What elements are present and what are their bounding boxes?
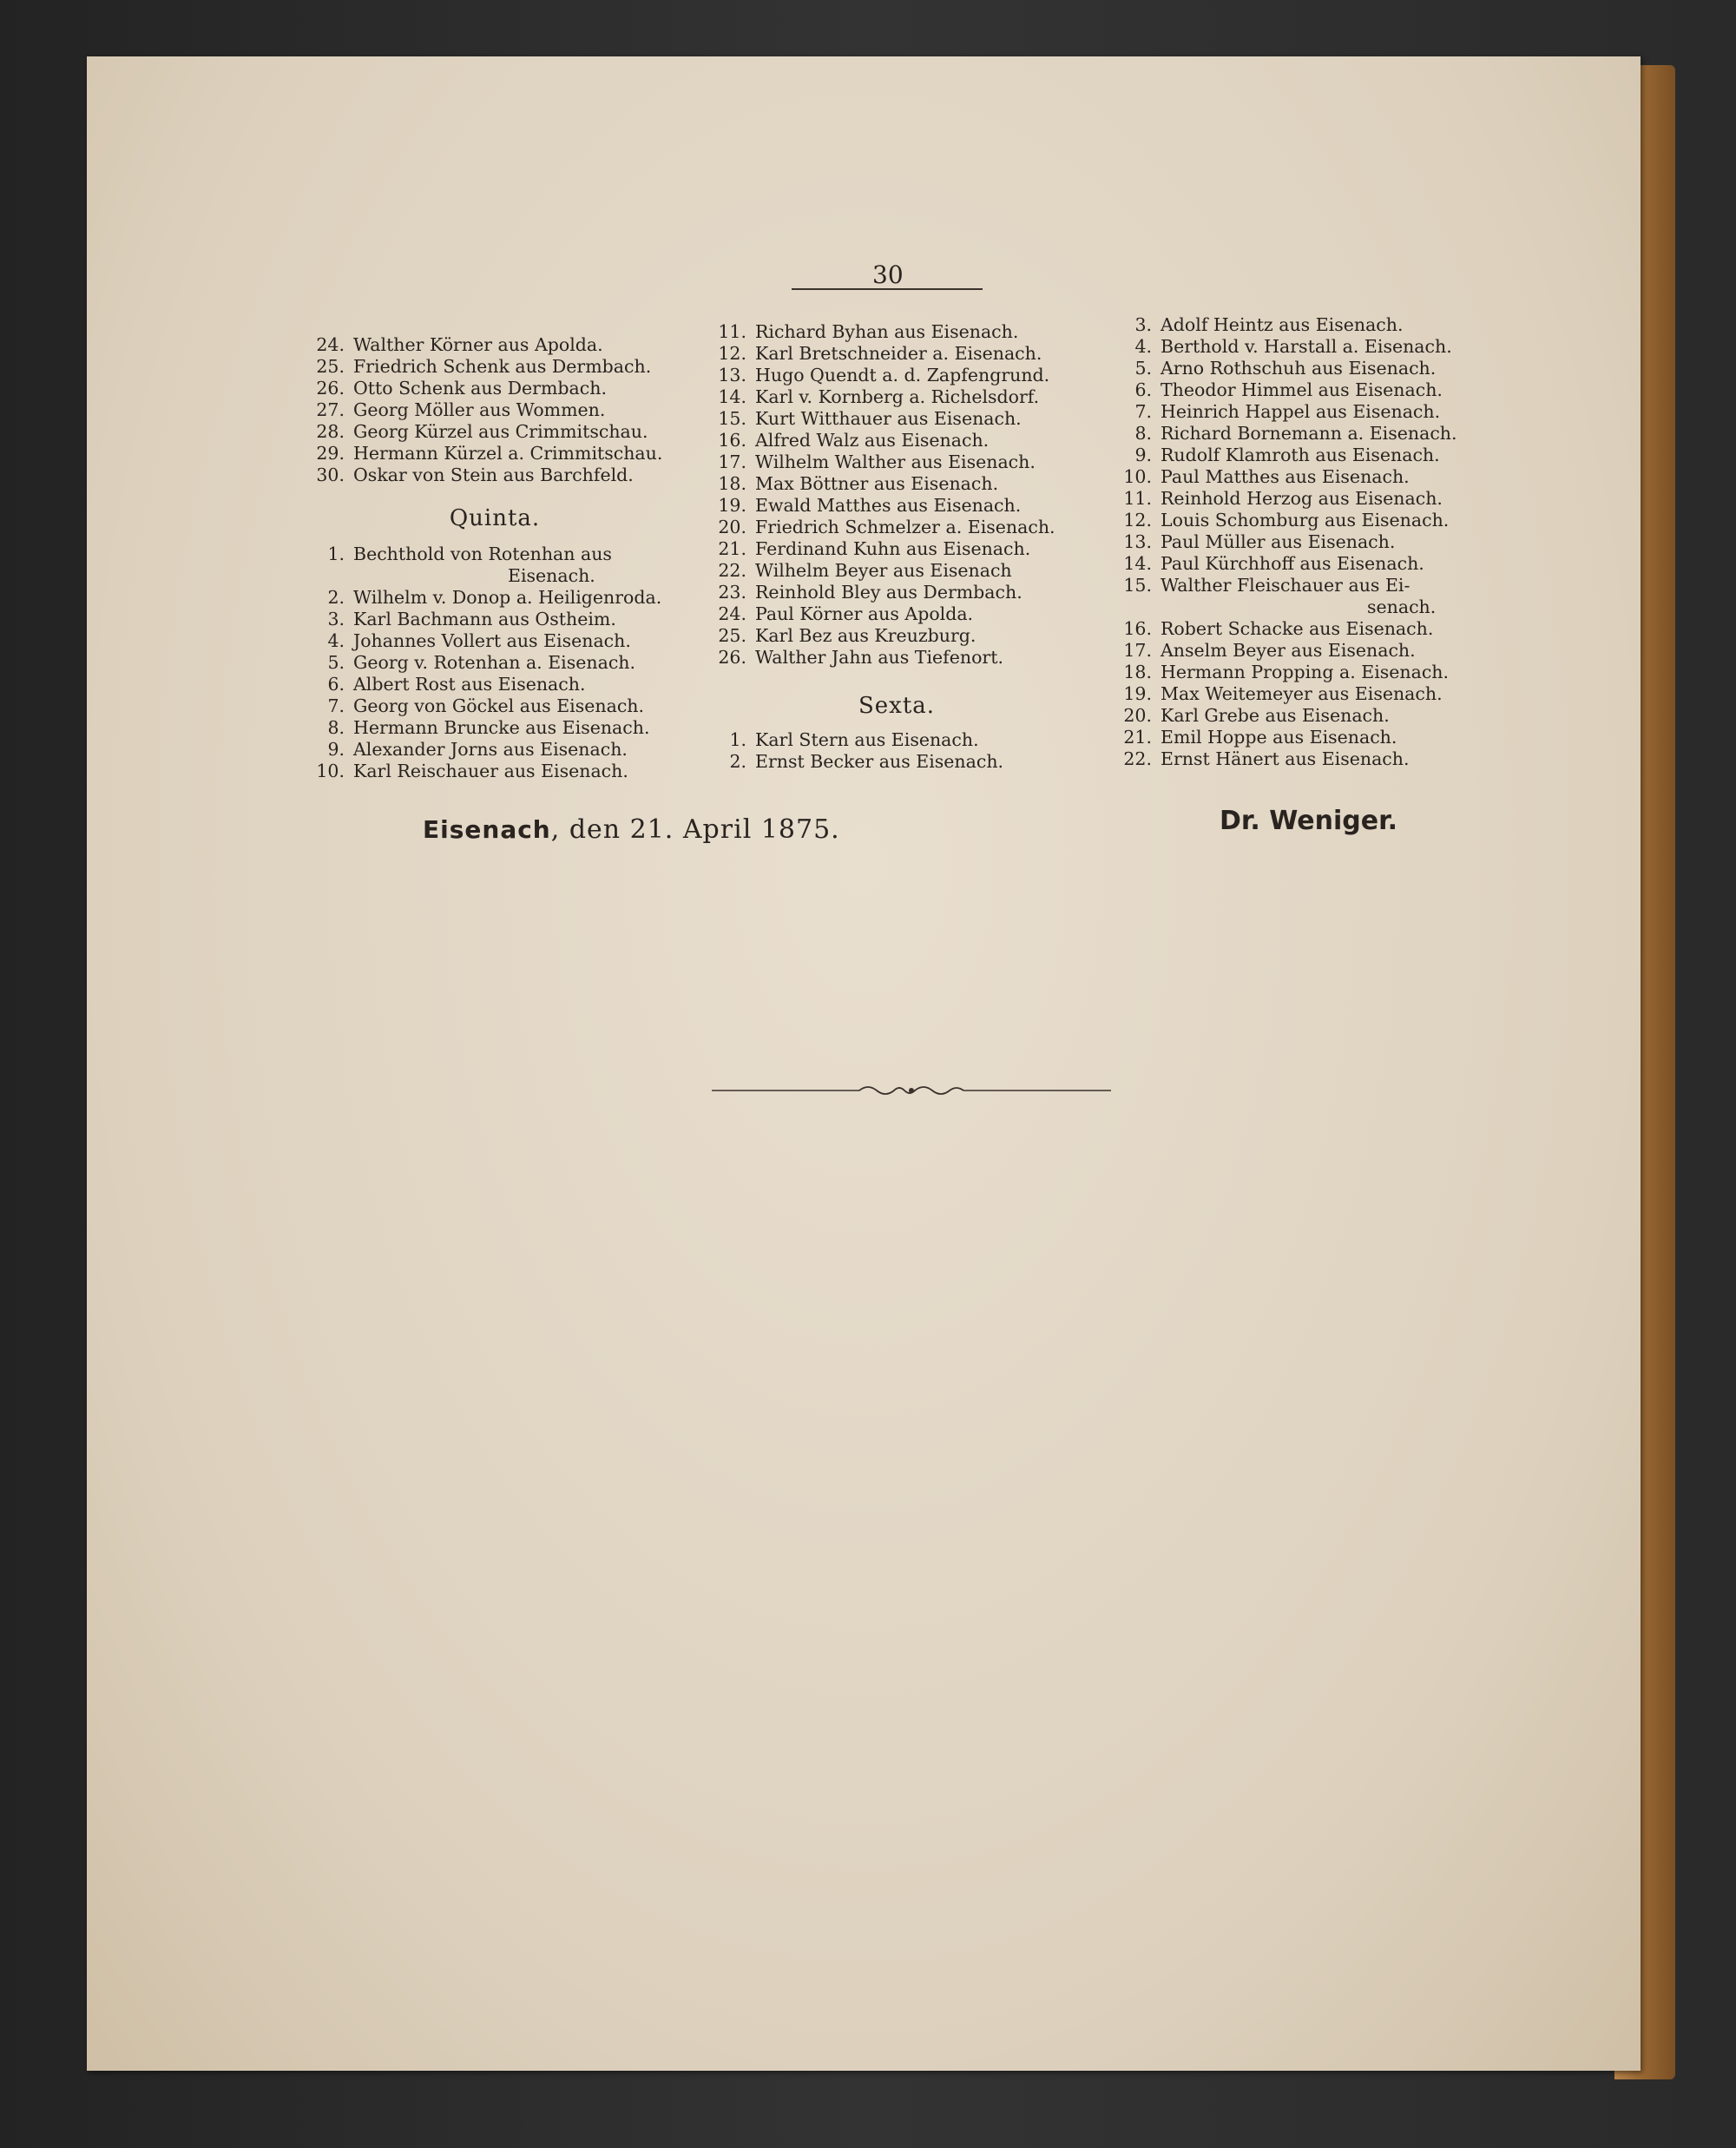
list-sexta xyxy=(710,729,1083,773)
list-item-name: Paul Matthes aus Eisenach. xyxy=(1161,466,1410,487)
list-item xyxy=(308,334,681,356)
list-item xyxy=(308,544,681,565)
list-item-continuation xyxy=(308,565,681,587)
list-item xyxy=(1115,445,1489,466)
list-item-name: Paul Körner aus Apolda. xyxy=(755,603,974,624)
column-3 xyxy=(1115,314,1489,770)
list-item-name: Ernst Becker aus Eisenach. xyxy=(755,751,1004,772)
list-item xyxy=(1115,748,1489,770)
list-item xyxy=(1115,510,1489,531)
list-item-name: Hugo Quendt a. d. Zapfengrund. xyxy=(755,365,1050,385)
list-item-name: Georg Möller aus Wommen. xyxy=(353,399,606,420)
signature: Dr. Weniger. xyxy=(1220,806,1398,836)
list-item xyxy=(710,538,1083,560)
list-item-number: 29. xyxy=(316,443,345,464)
list-item xyxy=(710,582,1083,603)
list-item xyxy=(1115,683,1489,705)
list-item xyxy=(308,587,681,609)
list-item-number: 24. xyxy=(316,334,345,355)
list-item-number: 22. xyxy=(718,560,746,581)
list-item xyxy=(710,430,1083,451)
list-item xyxy=(1115,705,1489,727)
list-item-number: 5. xyxy=(327,652,345,673)
list-item-name: Alfred Walz aus Eisenach. xyxy=(755,430,990,451)
list-item-number: 13. xyxy=(718,365,746,385)
list-item-number: 7. xyxy=(327,695,345,716)
list-item xyxy=(1115,336,1489,358)
list-item xyxy=(308,443,681,465)
list-continued xyxy=(308,334,681,486)
list-item-name: Oskar von Stein aus Barchfeld. xyxy=(353,465,634,485)
list-item-continuation-text: Eisenach. xyxy=(508,565,595,586)
list-item-name: Robert Schacke aus Eisenach. xyxy=(1161,618,1434,639)
list-item-number: 21. xyxy=(718,538,746,559)
list-item xyxy=(308,674,681,695)
list-item-number: 18. xyxy=(718,473,746,494)
list-item xyxy=(1115,640,1489,662)
list-item-continuation xyxy=(1115,596,1489,618)
list-item-number: 14. xyxy=(1123,553,1152,574)
list-item-number: 11. xyxy=(1123,488,1152,509)
list-item-number: 17. xyxy=(718,451,746,472)
list-item-name: Anselm Beyer aus Eisenach. xyxy=(1161,640,1416,661)
list-item-name: Max Böttner aus Eisenach. xyxy=(755,473,999,494)
list-item-name: Wilhelm Beyer aus Eisenach xyxy=(755,560,1012,581)
list-item-number: 5. xyxy=(1134,358,1152,379)
list-quinta xyxy=(308,544,681,782)
list-item xyxy=(1115,618,1489,640)
list-item-name: Georg von Göckel aus Eisenach. xyxy=(353,695,645,716)
list-item-number: 19. xyxy=(1123,683,1152,704)
list-item-name: Rudolf Klamroth aus Eisenach. xyxy=(1161,445,1440,465)
list-item xyxy=(710,560,1083,582)
list-item xyxy=(308,652,681,674)
list-item-name: Adolf Heintz aus Eisenach. xyxy=(1161,314,1404,335)
list-item-name: Albert Rost aus Eisenach. xyxy=(353,674,586,695)
list-item-number: 9. xyxy=(1134,445,1152,465)
ornament-divider xyxy=(712,1080,1111,1101)
list-item xyxy=(308,421,681,443)
list-item xyxy=(308,399,681,421)
list-item xyxy=(1115,466,1489,488)
list-item xyxy=(710,751,1083,773)
list-item-name: Richard Byhan aus Eisenach. xyxy=(755,321,1019,342)
list-item-continuation-text: senach. xyxy=(1367,596,1437,617)
list-item-name: Emil Hoppe aus Eisenach. xyxy=(1161,727,1397,748)
list-item-number: 1. xyxy=(327,544,345,564)
list-item-name: Bechthold von Rotenhan aus xyxy=(353,544,612,564)
list-item-name: Johannes Vollert aus Eisenach. xyxy=(353,630,631,651)
list-item xyxy=(710,517,1083,538)
list-item-number: 26. xyxy=(316,378,345,399)
list-item-number: 13. xyxy=(1123,531,1152,552)
list-item-name: Reinhold Herzog aus Eisenach. xyxy=(1161,488,1443,509)
list-item-name: Georg v. Rotenhan a. Eisenach. xyxy=(353,652,636,673)
list-item-name: Berthold v. Harstall a. Eisenach. xyxy=(1161,336,1452,357)
list-item xyxy=(710,321,1083,343)
list-item xyxy=(710,408,1083,430)
list-item-name: Georg Kürzel aus Crimmitschau. xyxy=(353,421,648,442)
list-item-number: 3. xyxy=(1134,314,1152,335)
list-item-number: 23. xyxy=(718,582,746,603)
list-item-number: 20. xyxy=(718,517,746,537)
list-item-name: Alexander Jorns aus Eisenach. xyxy=(353,739,628,760)
list-item-number: 17. xyxy=(1123,640,1152,661)
list-item xyxy=(1115,314,1489,336)
list-item-number: 21. xyxy=(1123,727,1152,748)
closing-date: , den 21. April 1875. xyxy=(550,814,840,845)
list-item-number: 2. xyxy=(327,587,345,608)
list-item-name: Karl Bachmann aus Ostheim. xyxy=(353,609,616,629)
list-item-name: Friedrich Schmelzer a. Eisenach. xyxy=(755,517,1055,537)
list-item xyxy=(308,356,681,378)
list-item-name: Louis Schomburg aus Eisenach. xyxy=(1161,510,1450,530)
closing-place-date xyxy=(423,814,840,845)
list-item-name: Otto Schenk aus Dermbach. xyxy=(353,378,607,399)
column-2 xyxy=(710,321,1083,773)
list-item-number: 30. xyxy=(316,465,345,485)
list-item-name: Hermann Propping a. Eisenach. xyxy=(1161,662,1450,682)
list-item xyxy=(308,739,681,761)
list-item xyxy=(1115,358,1489,379)
list-item-name: Heinrich Happel aus Eisenach. xyxy=(1161,401,1441,422)
list-item xyxy=(308,695,681,717)
page-number-rule xyxy=(792,288,983,290)
list-item-number: 11. xyxy=(718,321,746,342)
list-item xyxy=(710,603,1083,625)
list-item-number: 16. xyxy=(1123,618,1152,639)
list-item xyxy=(710,729,1083,751)
list-item-number: 4. xyxy=(327,630,345,651)
list-item-name: Walther Jahn aus Tiefenort. xyxy=(755,647,1003,668)
list-item xyxy=(710,625,1083,647)
list-item xyxy=(1115,379,1489,401)
list-item xyxy=(1115,727,1489,748)
list-item-name: Karl Stern aus Eisenach. xyxy=(755,729,979,750)
list-item xyxy=(308,630,681,652)
list-item xyxy=(1115,531,1489,553)
list-item-number: 22. xyxy=(1123,748,1152,769)
list-item-name: Richard Bornemann a. Eisenach. xyxy=(1161,423,1457,444)
list-item xyxy=(710,365,1083,386)
list-item-number: 14. xyxy=(718,386,746,407)
list-item-name: Karl Reischauer aus Eisenach. xyxy=(353,761,628,781)
list-item xyxy=(308,465,681,486)
list-item-number: 2. xyxy=(729,751,746,772)
list-item xyxy=(308,378,681,399)
list-item-number: 8. xyxy=(327,717,345,738)
list-item-name: Arno Rothschuh aus Eisenach. xyxy=(1161,358,1437,379)
list-item xyxy=(710,647,1083,669)
list-item-name: Walther Körner aus Apolda. xyxy=(353,334,603,355)
list-item xyxy=(710,473,1083,495)
list-item xyxy=(1115,488,1489,510)
list-item-name: Max Weitemeyer aus Eisenach. xyxy=(1161,683,1443,704)
list-sexta-continued xyxy=(1115,314,1489,770)
list-item-name: Kurt Witthauer aus Eisenach. xyxy=(755,408,1022,429)
list-item-name: Walther Fleischauer aus Ei- xyxy=(1161,575,1410,596)
list-item xyxy=(1115,401,1489,423)
list-item xyxy=(710,451,1083,473)
list-item-number: 1. xyxy=(729,729,746,750)
list-item-number: 15. xyxy=(718,408,746,429)
list-item-name: Ewald Matthes aus Eisenach. xyxy=(755,495,1022,516)
list-item-number: 19. xyxy=(718,495,746,516)
list-item-name: Theodor Himmel aus Eisenach. xyxy=(1161,379,1443,400)
list-item-number: 16. xyxy=(718,430,746,451)
list-item-number: 15. xyxy=(1123,575,1152,596)
list-item-number: 18. xyxy=(1123,662,1152,682)
list-item xyxy=(1115,553,1489,575)
list-item-number: 25. xyxy=(718,625,746,646)
list-item-name: Paul Müller aus Eisenach. xyxy=(1161,531,1396,552)
list-item xyxy=(308,761,681,782)
list-item-name: Karl Grebe aus Eisenach. xyxy=(1161,705,1390,726)
list-item-number: 10. xyxy=(316,761,345,781)
list-item-name: Karl v. Kornberg a. Richelsdorf. xyxy=(755,386,1040,407)
list-item-name: Karl Bez aus Kreuzburg. xyxy=(755,625,976,646)
list-item-number: 25. xyxy=(316,356,345,377)
list-item-name: Wilhelm v. Donop a. Heiligenroda. xyxy=(353,587,662,608)
list-item-number: 6. xyxy=(327,674,345,695)
list-item-name: Hermann Kürzel a. Crimmitschau. xyxy=(353,443,663,464)
list-item-name: Friedrich Schenk aus Dermbach. xyxy=(353,356,652,377)
list-item-name: Ferdinand Kuhn aus Eisenach. xyxy=(755,538,1031,559)
list-item-number: 10. xyxy=(1123,466,1152,487)
list-item-name: Paul Kürchhoff aus Eisenach. xyxy=(1161,553,1424,574)
list-item xyxy=(710,386,1083,408)
list-quinta-continued xyxy=(710,321,1083,669)
list-item-number: 6. xyxy=(1134,379,1152,400)
list-item-number: 27. xyxy=(316,399,345,420)
list-item-name: Wilhelm Walther aus Eisenach. xyxy=(755,451,1036,472)
list-item-number: 4. xyxy=(1134,336,1152,357)
list-item xyxy=(1115,662,1489,683)
list-item-number: 12. xyxy=(1123,510,1152,530)
list-item-name: Ernst Hänert aus Eisenach. xyxy=(1161,748,1410,769)
list-item-number: 28. xyxy=(316,421,345,442)
list-item xyxy=(308,609,681,630)
list-item-name: Karl Bretschneider a. Eisenach. xyxy=(755,343,1042,364)
list-item-number: 24. xyxy=(718,603,746,624)
column-1 xyxy=(308,334,681,782)
list-item xyxy=(308,717,681,739)
list-item-name: Reinhold Bley aus Dermbach. xyxy=(755,582,1023,603)
list-item xyxy=(710,495,1083,517)
section-heading-sexta: Sexta. xyxy=(858,693,936,719)
section-heading-quinta: Quinta. xyxy=(449,505,541,531)
list-item-number: 9. xyxy=(327,739,345,760)
list-item-number: 12. xyxy=(718,343,746,364)
list-item-number: 20. xyxy=(1123,705,1152,726)
list-item xyxy=(1115,423,1489,445)
list-item-name: Hermann Bruncke aus Eisenach. xyxy=(353,717,650,738)
list-item xyxy=(710,343,1083,365)
page-number: 30 xyxy=(872,260,904,289)
list-item-number: 26. xyxy=(718,647,746,668)
list-item-number: 3. xyxy=(327,609,345,629)
list-item xyxy=(1115,575,1489,596)
list-item-number: 8. xyxy=(1134,423,1152,444)
list-item-number: 7. xyxy=(1134,401,1152,422)
closing-place: Eisenach xyxy=(423,815,551,844)
